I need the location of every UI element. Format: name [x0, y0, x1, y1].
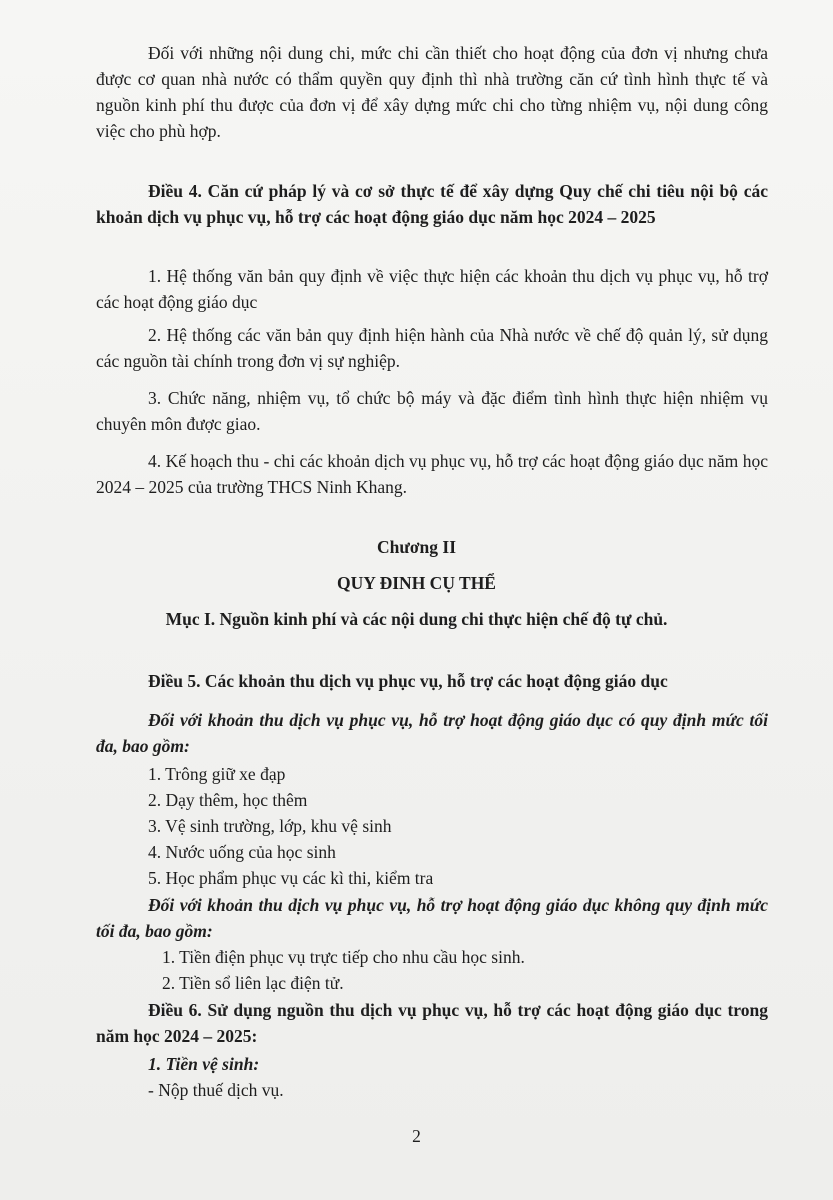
- heading-text: Điều 6. Sử dụng nguồn thu dịch vụ phục vụ, hỗ trợ các hoạt động giáo dục trong năm học 2024 – 2025:: [96, 1000, 768, 1046]
- chapter-title: Chương II: [376, 537, 457, 557]
- item-text: 4. Kế hoạch thu - chi các khoản dịch vụ phục vụ, hỗ trợ các hoạt động giáo dục năm học 2024 – 2025 của trường THCS Ninh Khang.: [96, 451, 768, 497]
- item-text: 2. Hệ thống các văn bản quy định hiện hành của Nhà nước về chế độ quản lý, sử dụng các nguồn tài chính trong đơn vị sự nghiệp.: [96, 325, 768, 371]
- article-5-heading: [96, 668, 768, 694]
- article-5-group-1-list: [96, 761, 768, 891]
- list-item: 2. Dạy thêm, học thêm: [148, 790, 308, 810]
- article-6-heading: [96, 997, 768, 1049]
- chapter-subtitle: QUY ĐINH CỤ THỂ: [337, 573, 496, 593]
- article-4-item-3: [96, 385, 768, 437]
- article-5-group-1-intro: [96, 707, 768, 759]
- paragraph-text: Đối với những nội dung chi, mức chi cần thiết cho hoạt động của đơn vị nhưng chưa được cơ quan nhà nước có thẩm quyền quy định thì nhà trường căn cứ tình hình thực tế và nguồn kinh phí thu được của đơn vị để xây dựng mức chi cho từng nhiệm vụ, nội dung công việc cho phù hợp.: [96, 43, 768, 141]
- article-5-group-2-intro: [96, 892, 768, 944]
- paragraph-funding: [96, 40, 768, 144]
- intro-text: Đối với khoản thu dịch vụ phục vụ, hỗ trợ hoạt động giáo dục có quy định mức tối đa, bao gồm:: [96, 710, 768, 756]
- intro-text: Đối với khoản thu dịch vụ phục vụ, hỗ trợ hoạt động giáo dục không quy định mức tối đa, bao gồm:: [96, 895, 768, 941]
- list-item: 1. Trông giữ xe đạp: [148, 764, 286, 784]
- heading-text: Điều 5. Các khoản thu dịch vụ phục vụ, hỗ trợ các hoạt động giáo dục: [148, 671, 668, 691]
- section-title: Mục I. Nguồn kinh phí và các nội dung chi thực hiện chế độ tự chủ.: [165, 609, 668, 629]
- list-item: 2. Tiền sổ liên lạc điện tử.: [162, 973, 344, 993]
- article-5-group-2-list: [96, 944, 768, 996]
- article-4-item-4: [96, 448, 768, 500]
- page-number: 2: [412, 1126, 421, 1146]
- list-item: 5. Học phẩm phục vụ các kì thi, kiểm tra: [148, 868, 434, 888]
- article-4-heading: [96, 178, 768, 230]
- article-4-item-1: [96, 263, 768, 315]
- article-4-item-2: [96, 322, 768, 374]
- list-item: - Nộp thuế dịch vụ.: [148, 1080, 284, 1100]
- list-item: 3. Vệ sinh trường, lớp, khu vệ sinh: [148, 816, 392, 836]
- heading-text: Điều 4. Căn cứ pháp lý và cơ sở thực tế để xây dựng Quy chế chi tiêu nội bộ các khoản dịch vụ phục vụ, hỗ trợ các hoạt động giáo dục năm học 2024 – 2025: [96, 181, 768, 227]
- item-text: 3. Chức năng, nhiệm vụ, tổ chức bộ máy và đặc điểm tình hình thực hiện nhiệm vụ chuyên môn được giao.: [96, 388, 768, 434]
- subheading-text: 1. Tiền vệ sinh:: [148, 1054, 260, 1074]
- list-item: 4. Nước uống của học sinh: [148, 842, 336, 862]
- item-text: 1. Hệ thống văn bản quy định về việc thực hiện các khoản thu dịch vụ phục vụ, hỗ trợ các hoạt động giáo dục: [96, 266, 768, 312]
- list-item: 1. Tiền điện phục vụ trực tiếp cho nhu cầu học sinh.: [162, 947, 525, 967]
- article-6-sub-1: [96, 1051, 768, 1103]
